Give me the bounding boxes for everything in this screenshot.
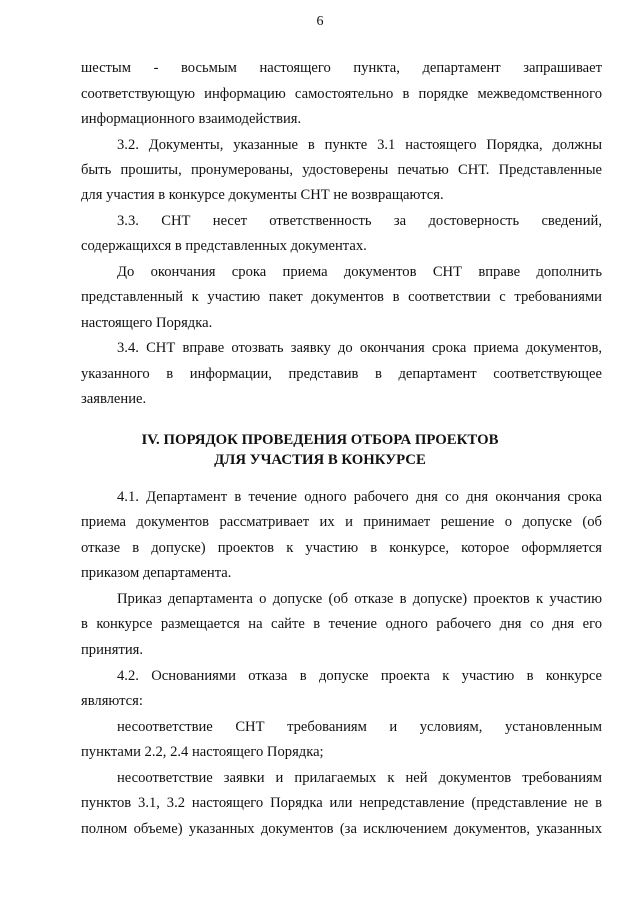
text-line: для участия в конкурсе документы СНТ не возвращаются. (81, 187, 444, 203)
text-line: настоящего Порядка. (81, 315, 213, 331)
text-line: 3.2. Документы, указанные в пункте 3.1 настоящего Порядка, должны (117, 137, 602, 153)
text-line: 3.3. СНТ несет ответственность за достоверность сведений, (117, 213, 602, 229)
section-heading-line-1: IV. ПОРЯДОК ПРОВЕДЕНИЯ ОТБОРА ПРОЕКТОВ (141, 432, 499, 448)
text-line: быть прошиты, пронумерованы, удостоверены печатью СНТ. Представленные (81, 162, 602, 178)
text-line: представленный к участию пакет документов в соответствии с требованиями (81, 289, 602, 305)
text-line: 4.1. Департамент в течение одного рабочего дня со дня окончания срока (117, 489, 602, 505)
text-line: принятия. (81, 642, 143, 658)
text-line: несоответствие заявки и прилагаемых к ней документов требованиям (117, 770, 602, 786)
text-line: в конкурсе размещается на сайте в течение одного рабочего дня со дня его (81, 616, 602, 632)
page-number: 6 (316, 14, 324, 29)
text-line: 4.2. Основаниями отказа в допуске проекта к участию в конкурсе (117, 668, 602, 684)
text-line: шестым - восьмым настоящего пункта, департамент запрашивает (81, 60, 602, 76)
text-line: полном объеме) указанных документов (за исключением документов, указанных (81, 821, 602, 837)
text-line: До окончания срока приема документов СНТ вправе дополнить (117, 264, 602, 280)
text-line: указанного в информации, представив в департамент соответствующее (81, 366, 602, 382)
text-line: 3.4. СНТ вправе отозвать заявку до окончания срока приема документов, (117, 340, 602, 356)
text-line: заявление. (81, 391, 147, 407)
text-line: содержащихся в представленных документах. (81, 238, 367, 254)
text-line: пунктами 2.2, 2.4 настоящего Порядка; (81, 744, 324, 760)
text-line: информационного взаимодействия. (81, 111, 302, 127)
section-heading-line-2: ДЛЯ УЧАСТИЯ В КОНКУРСЕ (214, 452, 426, 468)
text-line: приказом департамента. (81, 565, 232, 581)
text-line: отказе в допуске) проектов к участию в конкурсе, которое оформляется (81, 540, 602, 556)
text-line: Приказ департамента о допуске (об отказе в допуске) проектов к участию (117, 591, 602, 607)
text-line: являются: (81, 693, 143, 709)
text-line: приема документов рассматривает их и принимает решение о допуске (об (81, 514, 602, 530)
text-line: соответствующую информацию самостоятельно в порядке межведомственного (81, 86, 602, 102)
text-line: пунктов 3.1, 3.2 настоящего Порядка или непредставление (представление не в (81, 795, 602, 811)
text-line: несоответствие СНТ требованиям и условиям, установленным (117, 719, 602, 735)
